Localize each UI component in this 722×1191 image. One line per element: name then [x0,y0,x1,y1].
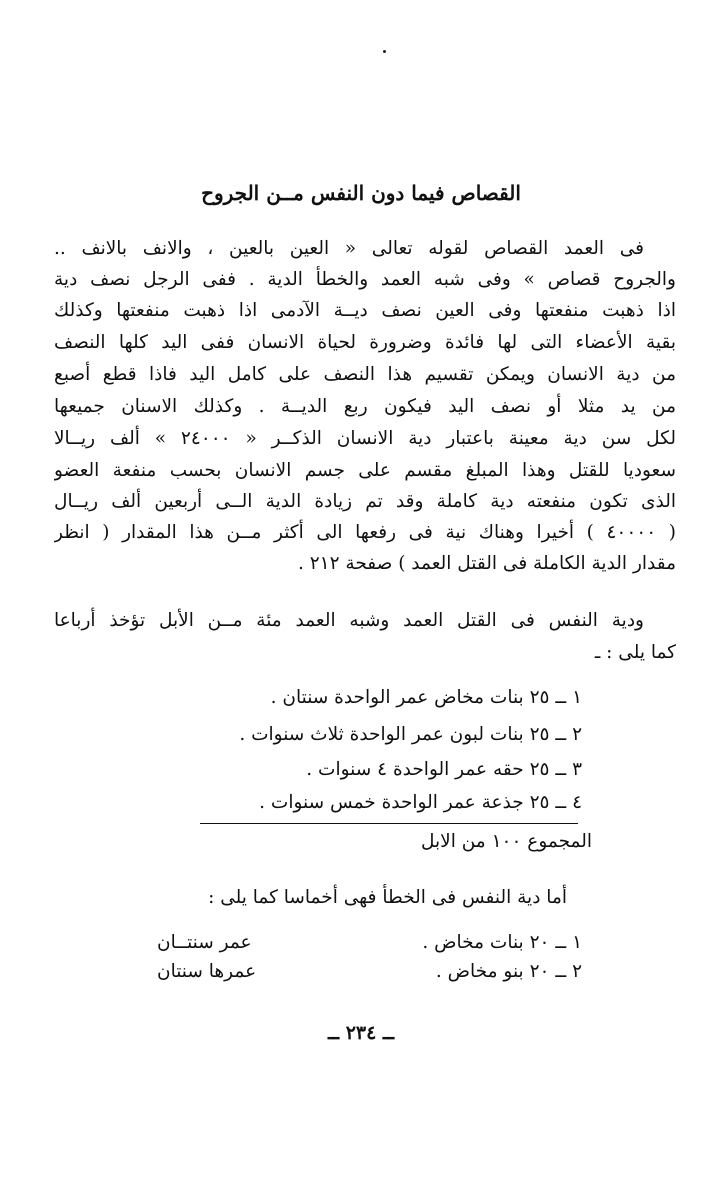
paragraph-line: كما يلى : ـ [594,642,676,663]
khata-age: عمرها سنتان [157,961,257,982]
page-number: ــ ٢٣٤ ــ [327,1022,395,1044]
paragraph-line: الذى تكون منفعته دية كاملة وقد تم زيادة الدية الــى أربعين ألف ريــال [54,491,676,512]
paragraph-line: سعوديا للقتل وهذا المبلغ مقسم على جسم الانسان بحسب منفعة العضو [54,460,676,481]
paragraph-line: ( ٤٠٠٠٠ ) أخيرا وهناك نية فى رفعها الى أكثر مــن هذا المقدار ( انظر [54,522,676,543]
list-item: ١ ــ ٢٥ بنات مخاض عمر الواحدة سنتان . [270,687,582,708]
paragraph-line: والجروح قصاص » وفى شبه العمد والخطأ الدية . ففى الرجل نصف دية [54,269,676,290]
total-line: المجموع ١٠٠ من الابل [420,831,592,852]
paragraph-line: فى العمد القصاص لقوله تعالى « العين بالعين ، والانف بالانف .. [54,238,644,259]
paragraph-line: ودية النفس فى القتل العمد وشبه العمد مئة مــن الأبل تؤخذ أرباعا [54,610,644,631]
ink-dot [383,50,386,53]
list-item: ٣ ــ ٢٥ حقه عمر الواحدة ٤ سنوات . [306,759,582,780]
list-item: ٢ ــ ٢٥ بنات لبون عمر الواحدة ثلاث سنوات . [239,724,582,745]
sum-rule [200,823,578,824]
paragraph-line: مقدار الدية الكاملة فى القتل العمد ) صفحة ٢١٢ . [297,553,676,574]
khata-item: ٢ ــ ٢٠ بنو مخاض . [435,961,582,982]
paragraph-line: لكل سن دية معينة باعتبار دية الانسان الذكــر « ٢٤٠٠٠ » ألف ريــالا [54,428,676,449]
paragraph-line: بقية الأعضاء التى لها فائدة وضرورة لحياة الانسان ففى اليد كلها النصف [54,332,676,353]
khata-age: عمر سنتــان [157,932,252,953]
paragraph-line: من دية الانسان ويمكن تقسيم هذا النصف على كامل اليد فاذا قطع أصبع [54,364,676,385]
paragraph-line: اذا ذهبت منفعتها وفى العين نصف ديــة الآدمى اذا ذهبت منفعتها وكذلك [54,300,676,321]
paragraph-line: من يد مثلا أو نصف اليد فيكون ربع الديــة . وكذلك الاسنان جميعها [54,396,676,417]
section-heading: القصاص فيما دون النفس مــن الجروح [201,181,521,205]
khata-item: ١ ــ ٢٠ بنات مخاض . [422,932,582,953]
khata-intro: أما دية النفس فى الخطأ فهى أخماسا كما يلى : [208,887,567,908]
list-item: ٤ ــ ٢٥ جذعة عمر الواحدة خمس سنوات . [259,792,582,813]
